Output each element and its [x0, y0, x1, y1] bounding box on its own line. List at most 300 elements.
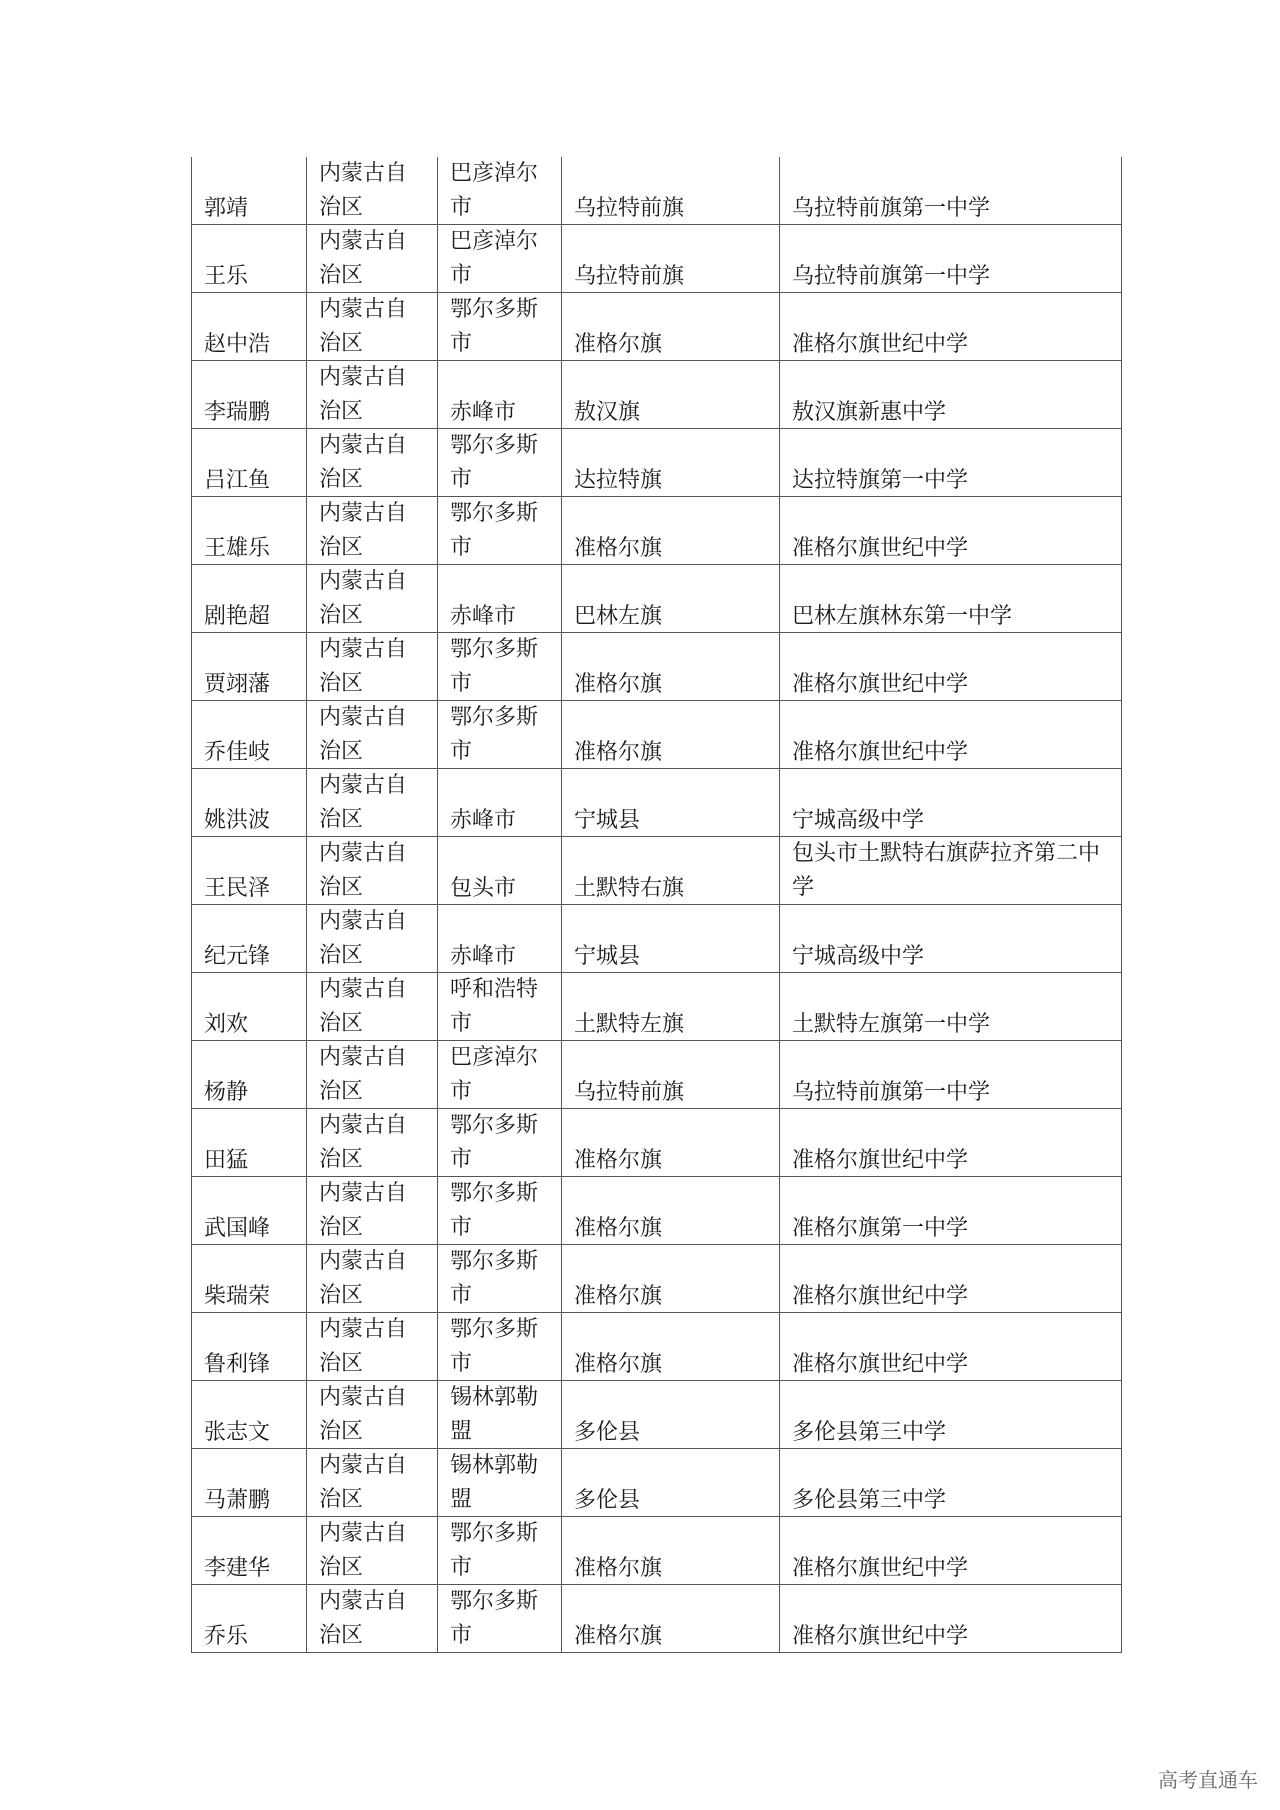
name-cell — [192, 1585, 307, 1653]
city-cell-text: 鄂尔多斯市 — [450, 501, 539, 560]
province-cell-box — [319, 1041, 425, 1108]
county-cell-text: 宁城县 — [574, 808, 641, 833]
city-cell — [438, 497, 562, 565]
county-cell-text: 准格尔旗 — [574, 536, 663, 561]
school-cell-text: 准格尔旗世纪中学 — [792, 332, 969, 357]
city-cell-box — [450, 1585, 549, 1652]
name-cell-text: 姚洪波 — [204, 808, 271, 833]
name-cell — [192, 293, 307, 361]
province-cell-box — [319, 701, 425, 768]
school-cell-text: 乌拉特前旗第一中学 — [792, 196, 991, 221]
province-cell — [307, 1245, 438, 1313]
province-cell — [307, 293, 438, 361]
city-cell-text: 巴彦淖尔市 — [450, 229, 539, 288]
city-cell-box — [450, 361, 549, 428]
county-cell-text: 敖汉旗 — [574, 400, 641, 425]
name-cell — [192, 905, 307, 973]
county-cell-text: 准格尔旗 — [574, 332, 663, 357]
table-row — [192, 1449, 1122, 1517]
province-cell-text: 内蒙古自治区 — [319, 1045, 408, 1104]
school-cell-text: 准格尔旗世纪中学 — [792, 1284, 969, 1309]
city-cell-text: 呼和浩特市 — [450, 977, 539, 1036]
city-cell-box — [450, 293, 549, 360]
city-cell-text: 鄂尔多斯市 — [450, 1181, 539, 1240]
county-cell-box — [574, 1245, 767, 1312]
province-cell-box — [319, 1449, 425, 1516]
county-cell — [562, 973, 780, 1041]
county-cell — [562, 1517, 780, 1585]
county-cell — [562, 1109, 780, 1177]
province-cell-box — [319, 769, 425, 836]
name-cell-box — [204, 1177, 294, 1244]
city-cell-box — [450, 1449, 549, 1516]
name-cell-box — [204, 225, 294, 292]
city-cell — [438, 837, 562, 905]
county-cell-box — [574, 1177, 767, 1244]
city-cell — [438, 973, 562, 1041]
city-cell-text: 鄂尔多斯市 — [450, 1589, 539, 1648]
school-cell-text: 敖汉旗新惠中学 — [792, 400, 947, 425]
school-cell — [780, 157, 1122, 225]
school-cell-box — [792, 361, 1109, 428]
province-cell-box — [319, 1381, 425, 1448]
province-cell-text: 内蒙古自治区 — [319, 569, 408, 628]
name-cell-text: 李瑞鹏 — [204, 400, 271, 425]
province-cell — [307, 1585, 438, 1653]
school-cell — [780, 1517, 1122, 1585]
county-cell — [562, 1041, 780, 1109]
province-cell — [307, 1041, 438, 1109]
school-cell-text: 巴林左旗林东第一中学 — [792, 604, 1013, 629]
county-cell-box — [574, 1313, 767, 1380]
county-cell — [562, 497, 780, 565]
county-cell-box — [574, 973, 767, 1040]
school-cell-text: 宁城高级中学 — [792, 944, 925, 969]
school-cell-text: 多伦县第三中学 — [792, 1488, 947, 1513]
name-cell-text: 赵中浩 — [204, 332, 271, 357]
county-cell-box — [574, 633, 767, 700]
name-cell-text: 贾翊藩 — [204, 672, 271, 697]
school-cell — [780, 225, 1122, 293]
school-cell-box — [792, 837, 1109, 904]
province-cell-box — [319, 225, 425, 292]
province-cell-box — [319, 837, 425, 904]
city-cell-text: 巴彦淖尔市 — [450, 1045, 539, 1104]
county-cell-text: 准格尔旗 — [574, 1216, 663, 1241]
county-cell-box — [574, 1449, 767, 1516]
name-cell-text: 王雄乐 — [204, 536, 271, 561]
name-cell — [192, 973, 307, 1041]
city-cell-text: 赤峰市 — [450, 808, 517, 833]
county-cell-box — [574, 1041, 767, 1108]
school-cell-box — [792, 769, 1109, 836]
province-cell — [307, 973, 438, 1041]
name-cell-text: 乔佳岐 — [204, 740, 271, 765]
name-cell-text: 柴瑞荣 — [204, 1284, 271, 1309]
county-cell-box — [574, 1381, 767, 1448]
province-cell-box — [319, 429, 425, 496]
province-cell — [307, 1313, 438, 1381]
county-cell-text: 准格尔旗 — [574, 740, 663, 765]
school-cell-text: 土默特左旗第一中学 — [792, 1012, 991, 1037]
school-cell — [780, 973, 1122, 1041]
county-cell-text: 宁城县 — [574, 944, 641, 969]
name-cell-box — [204, 497, 294, 564]
city-cell-text: 赤峰市 — [450, 604, 517, 629]
county-cell — [562, 905, 780, 973]
city-cell-box — [450, 1041, 549, 1108]
county-cell — [562, 1177, 780, 1245]
city-cell — [438, 429, 562, 497]
name-cell — [192, 633, 307, 701]
province-cell-text: 内蒙古自治区 — [319, 161, 408, 220]
table-row — [192, 565, 1122, 633]
county-cell — [562, 1585, 780, 1653]
county-cell — [562, 633, 780, 701]
city-cell-text: 鄂尔多斯市 — [450, 1317, 539, 1376]
name-cell-text: 杨静 — [204, 1080, 249, 1105]
city-cell — [438, 1109, 562, 1177]
school-cell-box — [792, 497, 1109, 564]
province-cell-text: 内蒙古自治区 — [319, 705, 408, 764]
table-row — [192, 633, 1122, 701]
school-cell — [780, 633, 1122, 701]
name-cell — [192, 1177, 307, 1245]
school-cell — [780, 769, 1122, 837]
province-cell — [307, 225, 438, 293]
school-cell-box — [792, 1517, 1109, 1584]
table-row — [192, 837, 1122, 905]
city-cell-text: 鄂尔多斯市 — [450, 297, 539, 356]
school-cell-text: 准格尔旗世纪中学 — [792, 536, 969, 561]
city-cell-text: 巴彦淖尔市 — [450, 161, 539, 220]
name-cell-box — [204, 1313, 294, 1380]
county-cell-box — [574, 1585, 767, 1652]
city-cell — [438, 769, 562, 837]
province-cell — [307, 905, 438, 973]
city-cell-box — [450, 701, 549, 768]
county-cell — [562, 769, 780, 837]
school-cell-text: 准格尔旗世纪中学 — [792, 1352, 969, 1377]
school-cell — [780, 1177, 1122, 1245]
school-cell — [780, 497, 1122, 565]
school-cell-box — [792, 1313, 1109, 1380]
school-cell — [780, 1041, 1122, 1109]
county-cell-text: 多伦县 — [574, 1420, 641, 1445]
name-cell-box — [204, 905, 294, 972]
name-cell-box — [204, 293, 294, 360]
table-row — [192, 1585, 1122, 1653]
county-cell-text: 巴林左旗 — [574, 604, 663, 629]
county-cell — [562, 1245, 780, 1313]
school-cell-box — [792, 429, 1109, 496]
name-cell-box — [204, 1245, 294, 1312]
province-cell-text: 内蒙古自治区 — [319, 297, 408, 356]
province-cell-box — [319, 1177, 425, 1244]
province-cell-box — [319, 565, 425, 632]
city-cell — [438, 1585, 562, 1653]
city-cell — [438, 225, 562, 293]
table-row — [192, 497, 1122, 565]
table-row — [192, 1313, 1122, 1381]
county-cell-text: 准格尔旗 — [574, 1148, 663, 1173]
province-cell-text: 内蒙古自治区 — [319, 637, 408, 696]
city-cell-box — [450, 1517, 549, 1584]
city-cell — [438, 1041, 562, 1109]
province-cell — [307, 1517, 438, 1585]
city-cell — [438, 633, 562, 701]
city-cell-box — [450, 429, 549, 496]
table-row — [192, 429, 1122, 497]
province-cell-text: 内蒙古自治区 — [319, 229, 408, 288]
table-row — [192, 1381, 1122, 1449]
city-cell-text: 包头市 — [450, 876, 517, 901]
province-cell-text: 内蒙古自治区 — [319, 365, 408, 424]
county-cell-box — [574, 905, 767, 972]
school-cell-text: 包头市土默特右旗萨拉齐第二中学 — [792, 841, 1101, 900]
school-cell — [780, 701, 1122, 769]
school-cell-text: 宁城高级中学 — [792, 808, 925, 833]
county-cell-text: 乌拉特前旗 — [574, 196, 685, 221]
school-cell-box — [792, 1177, 1109, 1244]
name-cell — [192, 1041, 307, 1109]
table-row — [192, 1177, 1122, 1245]
name-cell-text: 纪元锋 — [204, 944, 271, 969]
county-cell — [562, 565, 780, 633]
county-cell — [562, 1381, 780, 1449]
city-cell-box — [450, 1313, 549, 1380]
name-cell-box — [204, 1449, 294, 1516]
name-cell — [192, 701, 307, 769]
province-cell-text: 内蒙古自治区 — [319, 773, 408, 832]
name-cell-box — [204, 1041, 294, 1108]
city-cell-box — [450, 565, 549, 632]
name-cell-box — [204, 701, 294, 768]
county-cell-text: 土默特右旗 — [574, 876, 685, 901]
table-row — [192, 769, 1122, 837]
name-cell-text: 郭靖 — [204, 196, 249, 221]
province-cell-text: 内蒙古自治区 — [319, 433, 408, 492]
province-cell — [307, 157, 438, 225]
county-cell-text: 准格尔旗 — [574, 1284, 663, 1309]
county-cell-text: 达拉特旗 — [574, 468, 663, 493]
school-cell — [780, 1381, 1122, 1449]
city-cell-text: 赤峰市 — [450, 944, 517, 969]
city-cell-text: 鄂尔多斯市 — [450, 705, 539, 764]
name-cell-box — [204, 429, 294, 496]
city-cell-box — [450, 1245, 549, 1312]
province-cell — [307, 1449, 438, 1517]
county-cell-box — [574, 1517, 767, 1584]
school-cell-text: 准格尔旗世纪中学 — [792, 1148, 969, 1173]
name-cell-box — [204, 1109, 294, 1176]
school-cell-box — [792, 701, 1109, 768]
city-cell-text: 鄂尔多斯市 — [450, 1113, 539, 1172]
province-cell — [307, 429, 438, 497]
name-cell — [192, 565, 307, 633]
county-cell — [562, 837, 780, 905]
city-cell-box — [450, 1381, 549, 1448]
name-cell-box — [204, 157, 294, 224]
city-cell-box — [450, 769, 549, 836]
school-cell-box — [792, 1041, 1109, 1108]
school-cell — [780, 361, 1122, 429]
county-cell-box — [574, 497, 767, 564]
province-cell-text: 内蒙古自治区 — [319, 1317, 408, 1376]
city-cell — [438, 1313, 562, 1381]
province-cell — [307, 701, 438, 769]
city-cell-text: 鄂尔多斯市 — [450, 1249, 539, 1308]
province-cell-box — [319, 1245, 425, 1312]
province-cell-text: 内蒙古自治区 — [319, 1453, 408, 1512]
school-cell-box — [792, 293, 1109, 360]
school-cell — [780, 565, 1122, 633]
table-row — [192, 973, 1122, 1041]
name-cell-box — [204, 565, 294, 632]
name-cell-text: 马萧鹏 — [204, 1488, 271, 1513]
name-cell — [192, 769, 307, 837]
table-row — [192, 1109, 1122, 1177]
county-cell — [562, 225, 780, 293]
province-cell-text: 内蒙古自治区 — [319, 1589, 408, 1648]
table-row — [192, 1245, 1122, 1313]
county-cell — [562, 429, 780, 497]
province-cell-box — [319, 1585, 425, 1652]
school-cell-box — [792, 1109, 1109, 1176]
province-cell-text: 内蒙古自治区 — [319, 977, 408, 1036]
student-table-body — [192, 157, 1122, 1653]
table-row — [192, 225, 1122, 293]
school-cell-box — [792, 1585, 1109, 1652]
province-cell — [307, 1381, 438, 1449]
county-cell-box — [574, 565, 767, 632]
name-cell-text: 乔乐 — [204, 1624, 249, 1649]
name-cell — [192, 429, 307, 497]
county-cell — [562, 293, 780, 361]
city-cell-box — [450, 225, 549, 292]
province-cell-text: 内蒙古自治区 — [319, 1385, 408, 1444]
watermark-text: 高考直通车 — [1158, 1768, 1258, 1792]
county-cell-box — [574, 293, 767, 360]
student-table — [191, 157, 1122, 1653]
city-cell-box — [450, 1109, 549, 1176]
city-cell — [438, 905, 562, 973]
school-cell-box — [792, 157, 1109, 224]
city-cell — [438, 361, 562, 429]
city-cell-text: 锡林郭勒盟 — [450, 1453, 539, 1512]
county-cell-text: 准格尔旗 — [574, 1556, 663, 1581]
province-cell — [307, 1177, 438, 1245]
province-cell-text: 内蒙古自治区 — [319, 501, 408, 560]
school-cell — [780, 837, 1122, 905]
name-cell-text: 剧艳超 — [204, 604, 271, 629]
city-cell-box — [450, 497, 549, 564]
city-cell-box — [450, 1177, 549, 1244]
school-cell-text: 达拉特旗第一中学 — [792, 468, 969, 493]
name-cell-text: 王民泽 — [204, 876, 271, 901]
name-cell-text: 田猛 — [204, 1148, 249, 1173]
city-cell-box — [450, 157, 549, 224]
city-cell-text: 赤峰市 — [450, 400, 517, 425]
table-row — [192, 361, 1122, 429]
table-row — [192, 1041, 1122, 1109]
table-row — [192, 701, 1122, 769]
name-cell — [192, 1109, 307, 1177]
school-cell — [780, 1245, 1122, 1313]
city-cell-text: 鄂尔多斯市 — [450, 637, 539, 696]
table-row — [192, 1517, 1122, 1585]
city-cell-box — [450, 633, 549, 700]
name-cell-box — [204, 1585, 294, 1652]
province-cell-text: 内蒙古自治区 — [319, 1113, 408, 1172]
city-cell — [438, 157, 562, 225]
city-cell — [438, 1245, 562, 1313]
city-cell — [438, 1177, 562, 1245]
school-cell-box — [792, 225, 1109, 292]
school-cell-text: 准格尔旗世纪中学 — [792, 1556, 969, 1581]
name-cell — [192, 1449, 307, 1517]
school-cell — [780, 1585, 1122, 1653]
school-cell-text: 乌拉特前旗第一中学 — [792, 1080, 991, 1105]
name-cell-box — [204, 769, 294, 836]
name-cell — [192, 837, 307, 905]
city-cell-box — [450, 905, 549, 972]
county-cell-text: 多伦县 — [574, 1488, 641, 1513]
city-cell — [438, 565, 562, 633]
school-cell — [780, 1449, 1122, 1517]
school-cell-text: 多伦县第三中学 — [792, 1420, 947, 1445]
province-cell-box — [319, 157, 425, 224]
name-cell-box — [204, 1381, 294, 1448]
school-cell-box — [792, 1449, 1109, 1516]
province-cell-box — [319, 1109, 425, 1176]
school-cell-box — [792, 565, 1109, 632]
name-cell — [192, 225, 307, 293]
name-cell — [192, 1381, 307, 1449]
province-cell-box — [319, 497, 425, 564]
province-cell — [307, 1109, 438, 1177]
county-cell-text: 准格尔旗 — [574, 672, 663, 697]
city-cell — [438, 1381, 562, 1449]
name-cell — [192, 1517, 307, 1585]
province-cell-box — [319, 973, 425, 1040]
province-cell-text: 内蒙古自治区 — [319, 1521, 408, 1580]
city-cell — [438, 1449, 562, 1517]
province-cell-text: 内蒙古自治区 — [319, 841, 408, 900]
county-cell-box — [574, 837, 767, 904]
school-cell-text: 准格尔旗世纪中学 — [792, 1624, 969, 1649]
city-cell-text: 鄂尔多斯市 — [450, 433, 539, 492]
school-cell-box — [792, 1245, 1109, 1312]
province-cell — [307, 633, 438, 701]
province-cell — [307, 769, 438, 837]
province-cell — [307, 837, 438, 905]
county-cell — [562, 157, 780, 225]
county-cell-text: 准格尔旗 — [574, 1352, 663, 1377]
school-cell-text: 乌拉特前旗第一中学 — [792, 264, 991, 289]
table-row — [192, 905, 1122, 973]
city-cell — [438, 701, 562, 769]
county-cell-box — [574, 769, 767, 836]
school-cell-box — [792, 905, 1109, 972]
county-cell-text: 土默特左旗 — [574, 1012, 685, 1037]
province-cell-box — [319, 1517, 425, 1584]
county-cell-box — [574, 429, 767, 496]
name-cell-box — [204, 1517, 294, 1584]
school-cell-text: 准格尔旗第一中学 — [792, 1216, 969, 1241]
table-row — [192, 293, 1122, 361]
name-cell — [192, 497, 307, 565]
